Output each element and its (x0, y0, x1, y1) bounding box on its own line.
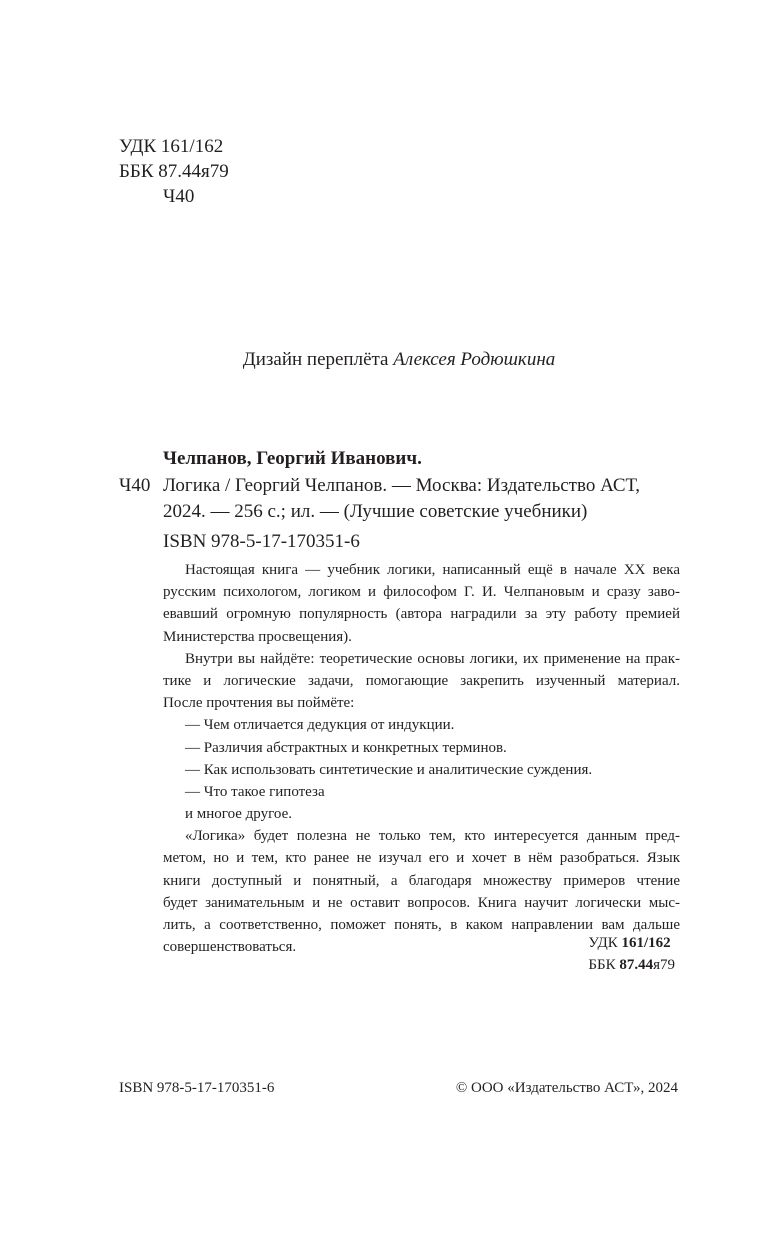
bib-author-mark: Ч40 (119, 475, 151, 496)
design-credit-prefix: Дизайн переплёта (242, 349, 389, 370)
bib-author: Челпанов, Георгий Иванович. (163, 448, 422, 469)
author-mark: Ч40 (163, 186, 195, 207)
designer-name: Алексея Родюшкина (393, 349, 556, 370)
annotation-line: «Логика» будет полезна не только тем, кто интересуется данным пред- (185, 828, 680, 845)
annotation-line: Внутри вы найдёте: теоретические основы логики, их применение на прак- (185, 650, 680, 667)
footer-isbn: ISBN 978-5-17-170351-6 (119, 1080, 275, 1096)
udk-value: 161/162 (621, 935, 671, 951)
annotation (163, 559, 680, 958)
bib-isbn: ISBN 978-5-17-170351-6 (163, 531, 360, 552)
annotation-list-item: — Что такое гипотеза (185, 783, 325, 800)
udk-code: УДК 161/162 (119, 136, 224, 157)
annotation-line: русским психологом, логиком и философом Г. И. Челпановым и сразу заво- (163, 584, 680, 601)
annotation-line: евавший огромную популярность (автора наградили за эту работу премией (163, 606, 680, 623)
udk-label: УДК (588, 935, 618, 951)
bbk-label: ББК (588, 957, 616, 973)
cover-design-credit (0, 349, 768, 371)
bbk-code: ББК 87.44я79 (119, 161, 229, 182)
classification-codes-header (119, 134, 229, 209)
annotation-line: лить, а соответственно, поможет понять, в каком направлении вам дальше (163, 917, 680, 933)
annotation-line: будет занимательным и не оставит вопросов. Книга научит логически мыс- (163, 894, 680, 911)
udk-code-right (588, 932, 675, 954)
annotation-line: книги доступный и понятный, а благодаря множеству примеров чтение (163, 872, 680, 889)
footer-copyright: © ООО «Издательство АСТ», 2024 (455, 1080, 678, 1096)
annotation-line: После прочтения вы поймёте: (163, 695, 355, 712)
bib-title-line-1: Логика / Георгий Челпанов. — Москва: Издательство АСТ, (163, 475, 640, 496)
annotation-list-item: — Чем отличается дедукция от индукции. (185, 717, 455, 734)
bbk-code-right (588, 954, 675, 976)
annotation-list-item: — Как использовать синтетические и аналитические суждения. (185, 761, 593, 778)
annotation-line: тике и логические задачи, помогающие закрепить изученный материал. (163, 672, 680, 689)
annotation-line: Настоящая книга — учебник логики, написанный ещё в начале XX века (185, 562, 680, 578)
annotation-line: совершенствоваться. (163, 939, 297, 956)
annotation-list-item: — Различия абстрактных и конкретных терминов. (185, 739, 507, 756)
bib-title-line-2: 2024. — 256 с.; ил. — (Лучшие советские учебники) (163, 501, 588, 522)
bbk-suffix: я79 (653, 957, 675, 973)
annotation-line: метом, но и тем, кто ранее не изучал его и хочет в нём разобраться. Язык (163, 850, 680, 867)
classification-codes-footer (588, 932, 675, 976)
bbk-value: 87.44 (619, 957, 654, 973)
annotation-line: и многое другое. (185, 806, 292, 823)
annotation-line: Министерства просвещения). (163, 628, 352, 645)
